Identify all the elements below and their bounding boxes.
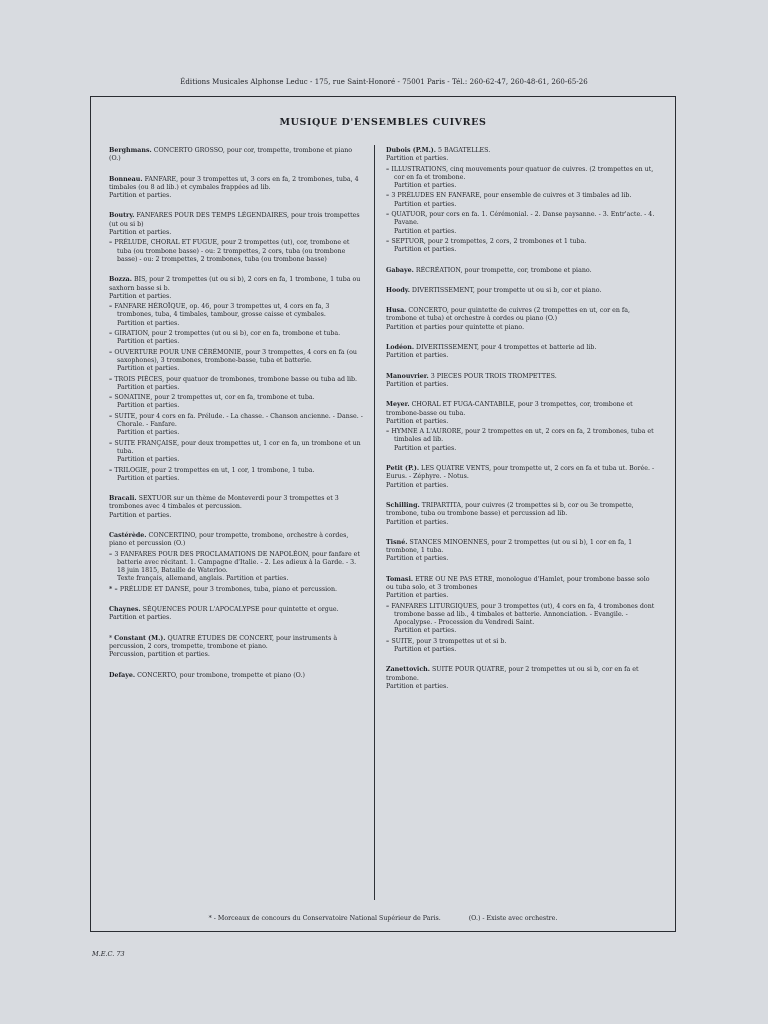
dash-marker: –: [386, 211, 392, 219]
work-description: CONCERTO, pour quintette de cuivres (2 trompettes en ut, cor en fa, trombone et tuba) et orchestre à cordes ou piano (O.): [386, 307, 630, 323]
sub-work-note: Partition et parties.: [394, 182, 457, 190]
catalog-entry: [386, 502, 656, 527]
composer-name: Zanettovich.: [386, 666, 430, 674]
composer-name: Chaynes.: [109, 606, 141, 614]
sub-work-description: OUVERTURE POUR UNE CÉRÉMONIE, pour 3 trompettes, 4 cors en fa (ou saxophones), 3 trombones, trombone-basse, tuba et batterie.: [114, 348, 357, 364]
dash-marker: –: [109, 239, 115, 247]
catalog-entry: [109, 635, 364, 660]
entry-text: [386, 147, 656, 155]
composer-name: Defaye.: [109, 671, 136, 679]
sub-work: [109, 412, 364, 438]
catalog-entry: [109, 212, 364, 264]
dash-marker: –: [109, 394, 115, 402]
star-marker: *: [109, 634, 115, 642]
entry-note: Partition et parties pour quintette et piano.: [386, 323, 525, 331]
entry-note: Partition et parties.: [386, 417, 449, 425]
sub-work-description: TRILOGIE, pour 2 trompettes en ut, 1 cor, 1 trombone, 1 tuba.: [114, 466, 315, 474]
work-description: SEXTUOR sur un thème de Monteverdi pour 3 trompettes et 3 trombones avec 4 timbales et percussion.: [109, 495, 339, 511]
sub-work-description: SEPTUOR, pour 2 trompettes, 2 cors, 2 trombones et 1 tuba.: [391, 237, 587, 245]
footnote-star: * - Morceaux de concours du Conservatoire National Supérieur de Paris.: [208, 915, 441, 922]
composer-name: Bozza.: [109, 276, 132, 284]
work-description: QUATRE ÉTUDES DE CONCERT, pour instruments à percussion, 2 cors, trompette, trombone et piano.: [109, 634, 338, 650]
dash-marker: –: [386, 602, 392, 610]
sub-work-description: SUITE FRANÇAISE, pour deux trompettes ut, 1 cor en fa, un trombone et un tuba.: [114, 439, 361, 455]
dash-marker: –: [386, 165, 392, 173]
composer-name: Dubois (P.M.).: [386, 147, 436, 154]
sub-work-description: 3 FANFARES POUR DES PROCLAMATIONS DE NAPOLÉON, pour fanfare et batterie avec récitant. 1. Campagne d'Italie. - 2. Les adieux à la Garde. - 3. 18 juin 1815, Bataille de Waterloo.: [114, 550, 360, 575]
entry-text: [109, 672, 364, 680]
sub-work-note: Partition et parties.: [394, 246, 457, 254]
sub-work: [386, 237, 656, 255]
sub-work: [386, 211, 656, 236]
sub-work: [109, 550, 364, 584]
catalog-entry: [386, 147, 656, 255]
catalog-entry: [109, 176, 364, 201]
catalog-entry: [386, 287, 656, 295]
entry-note: Partition et parties.: [386, 155, 449, 163]
catalog-entry: [109, 276, 364, 483]
sub-work: [386, 428, 656, 453]
work-description: CONCERTO GROSSO, pour cor, trompette, trombone et piano (O.): [109, 147, 353, 163]
sub-work-note: Partition et parties.: [394, 200, 457, 208]
dash-marker: –: [109, 439, 115, 447]
entry-note: Partition et parties.: [386, 555, 449, 563]
work-description: STANCES MINOENNES, pour 2 trompettes (ut ou si b), 1 cor en fa, 1 trombone, 1 tuba.: [386, 538, 633, 555]
sub-work-description: SUITE, pour 4 cors en fa. Prélude. - La chasse. - Chanson ancienne. - Danse. - Chorale. - Fanfare.: [114, 412, 363, 429]
sub-work-description: QUATUOR, pour cors en fa. 1. Cérémonial. - 2. Danse paysanne. - 3. Entr'acte. - 4. Pavane.: [391, 211, 655, 227]
sub-work-note: Partition et parties.: [394, 444, 457, 452]
composer-name: Boutry.: [109, 212, 135, 220]
work-description: DIVERTISSEMENT, pour trompette ut ou si b, cor et piano.: [411, 286, 602, 294]
catalog-entry: [109, 147, 364, 164]
entry-note: Partition et parties.: [109, 511, 172, 519]
sub-work-note: Partition et parties.: [117, 319, 180, 327]
sub-work-description: PRÉLUDE, CHORAL ET FUGUE, pour 2 trompettes (ut), cor, trombone et tuba (ou trombone basse) - ou: 2 trompettes, 2 cors, tuba (ou trombone basse) - ou: 2 trompettes, 2 trombones, tuba (ou trombone basse): [114, 239, 350, 263]
footnote-orchestra: (O.) - Existe avec orchestre.: [468, 915, 558, 922]
sub-work-note: Partition et parties.: [117, 402, 180, 410]
entry-text: [386, 576, 656, 593]
entry-note: Partition et parties.: [386, 518, 449, 526]
dash-marker: –: [386, 192, 392, 200]
entry-note: Partition et parties.: [109, 614, 172, 622]
work-description: SUITE POUR QUATRE, pour 2 trompettes ut ou si b, cor en fa et trombone.: [386, 666, 639, 682]
catalog-entry: [109, 606, 364, 623]
sub-work-note: Partition et parties.: [117, 456, 180, 464]
sub-work: [386, 165, 656, 191]
entry-note: Partition et parties.: [109, 229, 172, 237]
sub-work: [109, 330, 364, 347]
sub-work: [109, 394, 364, 411]
sub-work-note: Partition et parties.: [117, 338, 180, 346]
work-description: FANFARES POUR DES TEMPS LÉGENDAIRES, pour trois trompettes (ut ou si b): [109, 212, 360, 228]
dash-marker: –: [386, 637, 392, 645]
sub-work-note: Partition et parties.: [394, 627, 457, 635]
sub-work: [109, 466, 364, 484]
composer-name: Petit (P.).: [386, 465, 420, 473]
catalog-code: M.E.C. 73: [92, 950, 125, 958]
catalog-entry: [386, 267, 656, 275]
catalog-entry: [386, 344, 656, 361]
sub-work: [386, 637, 656, 655]
entry-note: Partition et parties.: [386, 592, 449, 600]
entry-text: [109, 176, 364, 193]
catalog-entry: [386, 666, 656, 691]
sub-work-description: HYMNE A L'AURORE, pour 2 trompettes en ut, 2 cors en fa, 2 trombones, tuba et timbales ad lib.: [391, 428, 654, 444]
entry-text: [386, 307, 656, 324]
composer-name: Castérède.: [109, 531, 147, 539]
work-description: SÉQUENCES POUR L'APOCALYPSE pour quintette et orgue.: [142, 606, 339, 614]
dash-marker: –: [109, 550, 115, 558]
entry-note: Partition et parties.: [386, 380, 449, 388]
entry-text: [386, 344, 656, 352]
work-description: CHORAL ET FUGA-CANTABILE, pour 3 trompettes, cor, trombone et trombone-basse ou tuba.: [386, 401, 633, 417]
entry-note: Partition et parties.: [386, 682, 449, 690]
sub-work-description: ILLUSTRATIONS, cinq mouvements pour quatuor de cuivres. (2 trompettes en ut, cor en fa et trombone.: [391, 165, 654, 181]
composer-name: Constant (M.).: [114, 634, 166, 642]
entry-text: [386, 539, 656, 556]
composer-name: Schilling.: [386, 501, 420, 509]
entry-note: Partition et parties.: [109, 292, 172, 300]
composer-name: Bonneau.: [109, 175, 143, 183]
entry-note: Partition et parties.: [109, 192, 172, 200]
work-description: DIVERTISSEMENT, pour 4 trompettes et batterie ad lib.: [416, 344, 597, 352]
catalog-entry: [386, 373, 656, 390]
work-description: CONCERTO, pour trombone, trompette et piano (O.): [137, 671, 305, 679]
sub-work-note: Partition et parties.: [117, 365, 180, 373]
entry-text: [386, 267, 656, 275]
composer-name: Tisné.: [386, 538, 408, 546]
sub-work-description: SONATINE, pour 2 trompettes ut, cor en fa, trombone et tuba.: [114, 394, 315, 402]
sub-work: [386, 192, 656, 209]
sub-work-note: Partition et parties.: [117, 429, 180, 437]
work-description: RÉCRÉATION, pour trompette, cor, trombone et piano.: [415, 266, 592, 274]
entry-text: [109, 147, 364, 164]
entry-note: Partition et parties.: [386, 481, 449, 489]
catalog-entry: [109, 672, 364, 680]
entry-text: [386, 666, 656, 683]
entry-text: [109, 532, 364, 549]
entry-text: [109, 276, 364, 293]
sub-work: [109, 348, 364, 374]
composer-name: Lodéon.: [386, 344, 415, 352]
sub-work-description: FANFARES LITURGIQUES, pour 3 trompettes (ut), 4 cors en fa, 4 trombones dont trombone basse ad lib., 4 timbales et batterie. Annonciation. - Evangile. - Apocalypse. - Procession du Vendredi Saint.: [391, 602, 655, 627]
catalog-entry: [386, 307, 656, 332]
composer-name: Bracali.: [109, 495, 137, 503]
work-description: 5 BAGATELLES.: [437, 147, 491, 154]
sub-work-note: Partition et parties.: [394, 227, 457, 235]
sub-work: [109, 239, 364, 264]
composer-name: Manouvrier.: [386, 372, 429, 380]
work-description: FANFARE, pour 3 trompettes ut, 3 cors en fa, 2 trombones, tuba, 4 timbales (ou 8 ad lib.) et cymbales frappées ad lib.: [109, 175, 359, 191]
sub-work-note: Partition et parties.: [117, 383, 180, 391]
composer-name: Husa.: [386, 307, 407, 315]
entry-note: Percussion, partition et parties.: [109, 651, 210, 659]
sub-work-description: PRÉLUDE ET DANSE, pour 3 trombones, tuba, piano et percussion.: [119, 585, 338, 593]
column-divider: [374, 145, 375, 900]
sub-work: [109, 303, 364, 328]
sub-work: [386, 602, 656, 636]
sub-work-note: Partition et parties.: [394, 646, 457, 654]
entry-text: [386, 465, 656, 482]
entry-text: [386, 373, 656, 381]
left-column: [109, 147, 364, 692]
dash-marker: –: [109, 466, 115, 474]
entry-note: Partition et parties.: [386, 352, 449, 360]
sub-work: [109, 585, 364, 594]
catalog-entry: [386, 539, 656, 564]
composer-name: Meyer.: [386, 401, 410, 409]
right-column: [386, 147, 656, 703]
work-description: BIS, pour 2 trompettes (ut ou si b), 2 cors en fa, 1 trombone, 1 tuba ou saxhorn basse si b.: [109, 276, 361, 292]
entry-text: [109, 212, 364, 229]
publisher-header: Éditions Musicales Alphonse Leduc - 175, rue Saint-Honoré - 75001 Paris - Tél.: 260-62-47, 260-48-61, 260-65-26: [180, 78, 588, 86]
entry-text: [109, 495, 364, 512]
footnote: [91, 915, 675, 922]
sub-work: [109, 439, 364, 465]
dash-marker: –: [109, 375, 115, 383]
sub-work-description: TROIS PIÈCES, pour quatuor de trombones, trombone basse ou tuba ad lib.: [114, 375, 358, 383]
sub-work-note: Partition et parties.: [117, 474, 180, 482]
sub-work-description: GIRATION, pour 2 trompettes (ut ou si b), cor en fa, trombone et tuba.: [114, 330, 341, 338]
sub-work-description: 3 PRÉLUDES EN FANFARE, pour ensemble de cuivres et 3 timbales ad lib.: [391, 192, 632, 200]
sub-work-note: Texte français, allemand, anglais. Partition et parties.: [117, 575, 289, 583]
entry-text: [386, 287, 656, 295]
catalog-entry: [386, 401, 656, 453]
dash-marker: –: [109, 330, 115, 338]
dash-marker: –: [109, 412, 115, 420]
work-description: CONCERTINO, pour trompette, trombone, orchestre à cordes, piano et percussion (O.): [109, 531, 349, 548]
work-description: TRIPARTITA, pour cuivres (2 trompettes si b, cor ou 3e trompette, trombone, tuba ou trombone basse) et percussion ad lib.: [386, 501, 634, 518]
sub-work-description: FANFARE HÉROÏQUE, op. 46, pour 3 trompettes ut, 4 cors en fa, 3 trombones, tuba, 4 timbales, tambour, grosse caisse et cymbales.: [114, 303, 330, 319]
sub-work-description: SUITE, pour 3 trompettes ut et si b.: [391, 637, 507, 645]
sub-work: [109, 375, 364, 393]
composer-name: Berghmans.: [109, 147, 152, 154]
catalog-entry: [109, 532, 364, 594]
composer-name: Gabaye.: [386, 266, 414, 274]
entry-text: [386, 502, 656, 519]
catalog-entry: [386, 576, 656, 655]
work-description: LES QUATRE VENTS, pour trompette ut, 2 cors en fa et tuba ut. Borée. - Eurus. - Zéphyre. - Notus.: [386, 465, 655, 481]
page-title: MUSIQUE D'ENSEMBLES CUIVRES: [279, 117, 487, 128]
composer-name: Tomasi.: [386, 575, 414, 583]
catalog-frame: [90, 96, 676, 932]
work-description: ETRE OU NE PAS ETRE, monologue d'Hamlet, pour trombone basse solo ou tuba solo, et 3 trombones: [386, 575, 650, 591]
dash-marker: –: [386, 428, 392, 436]
catalog-entry: [386, 465, 656, 490]
composer-name: Hoody.: [386, 286, 410, 294]
work-description: 3 PIECES POUR TROIS TROMPETTES.: [430, 372, 557, 380]
dash-marker: –: [109, 303, 115, 311]
catalog-entry: [109, 495, 364, 520]
entry-text: [109, 635, 364, 652]
entry-text: [109, 606, 364, 614]
dash-marker: –: [109, 348, 115, 356]
dash-marker: * –: [109, 585, 120, 593]
entry-text: [386, 401, 656, 418]
dash-marker: –: [386, 237, 392, 245]
